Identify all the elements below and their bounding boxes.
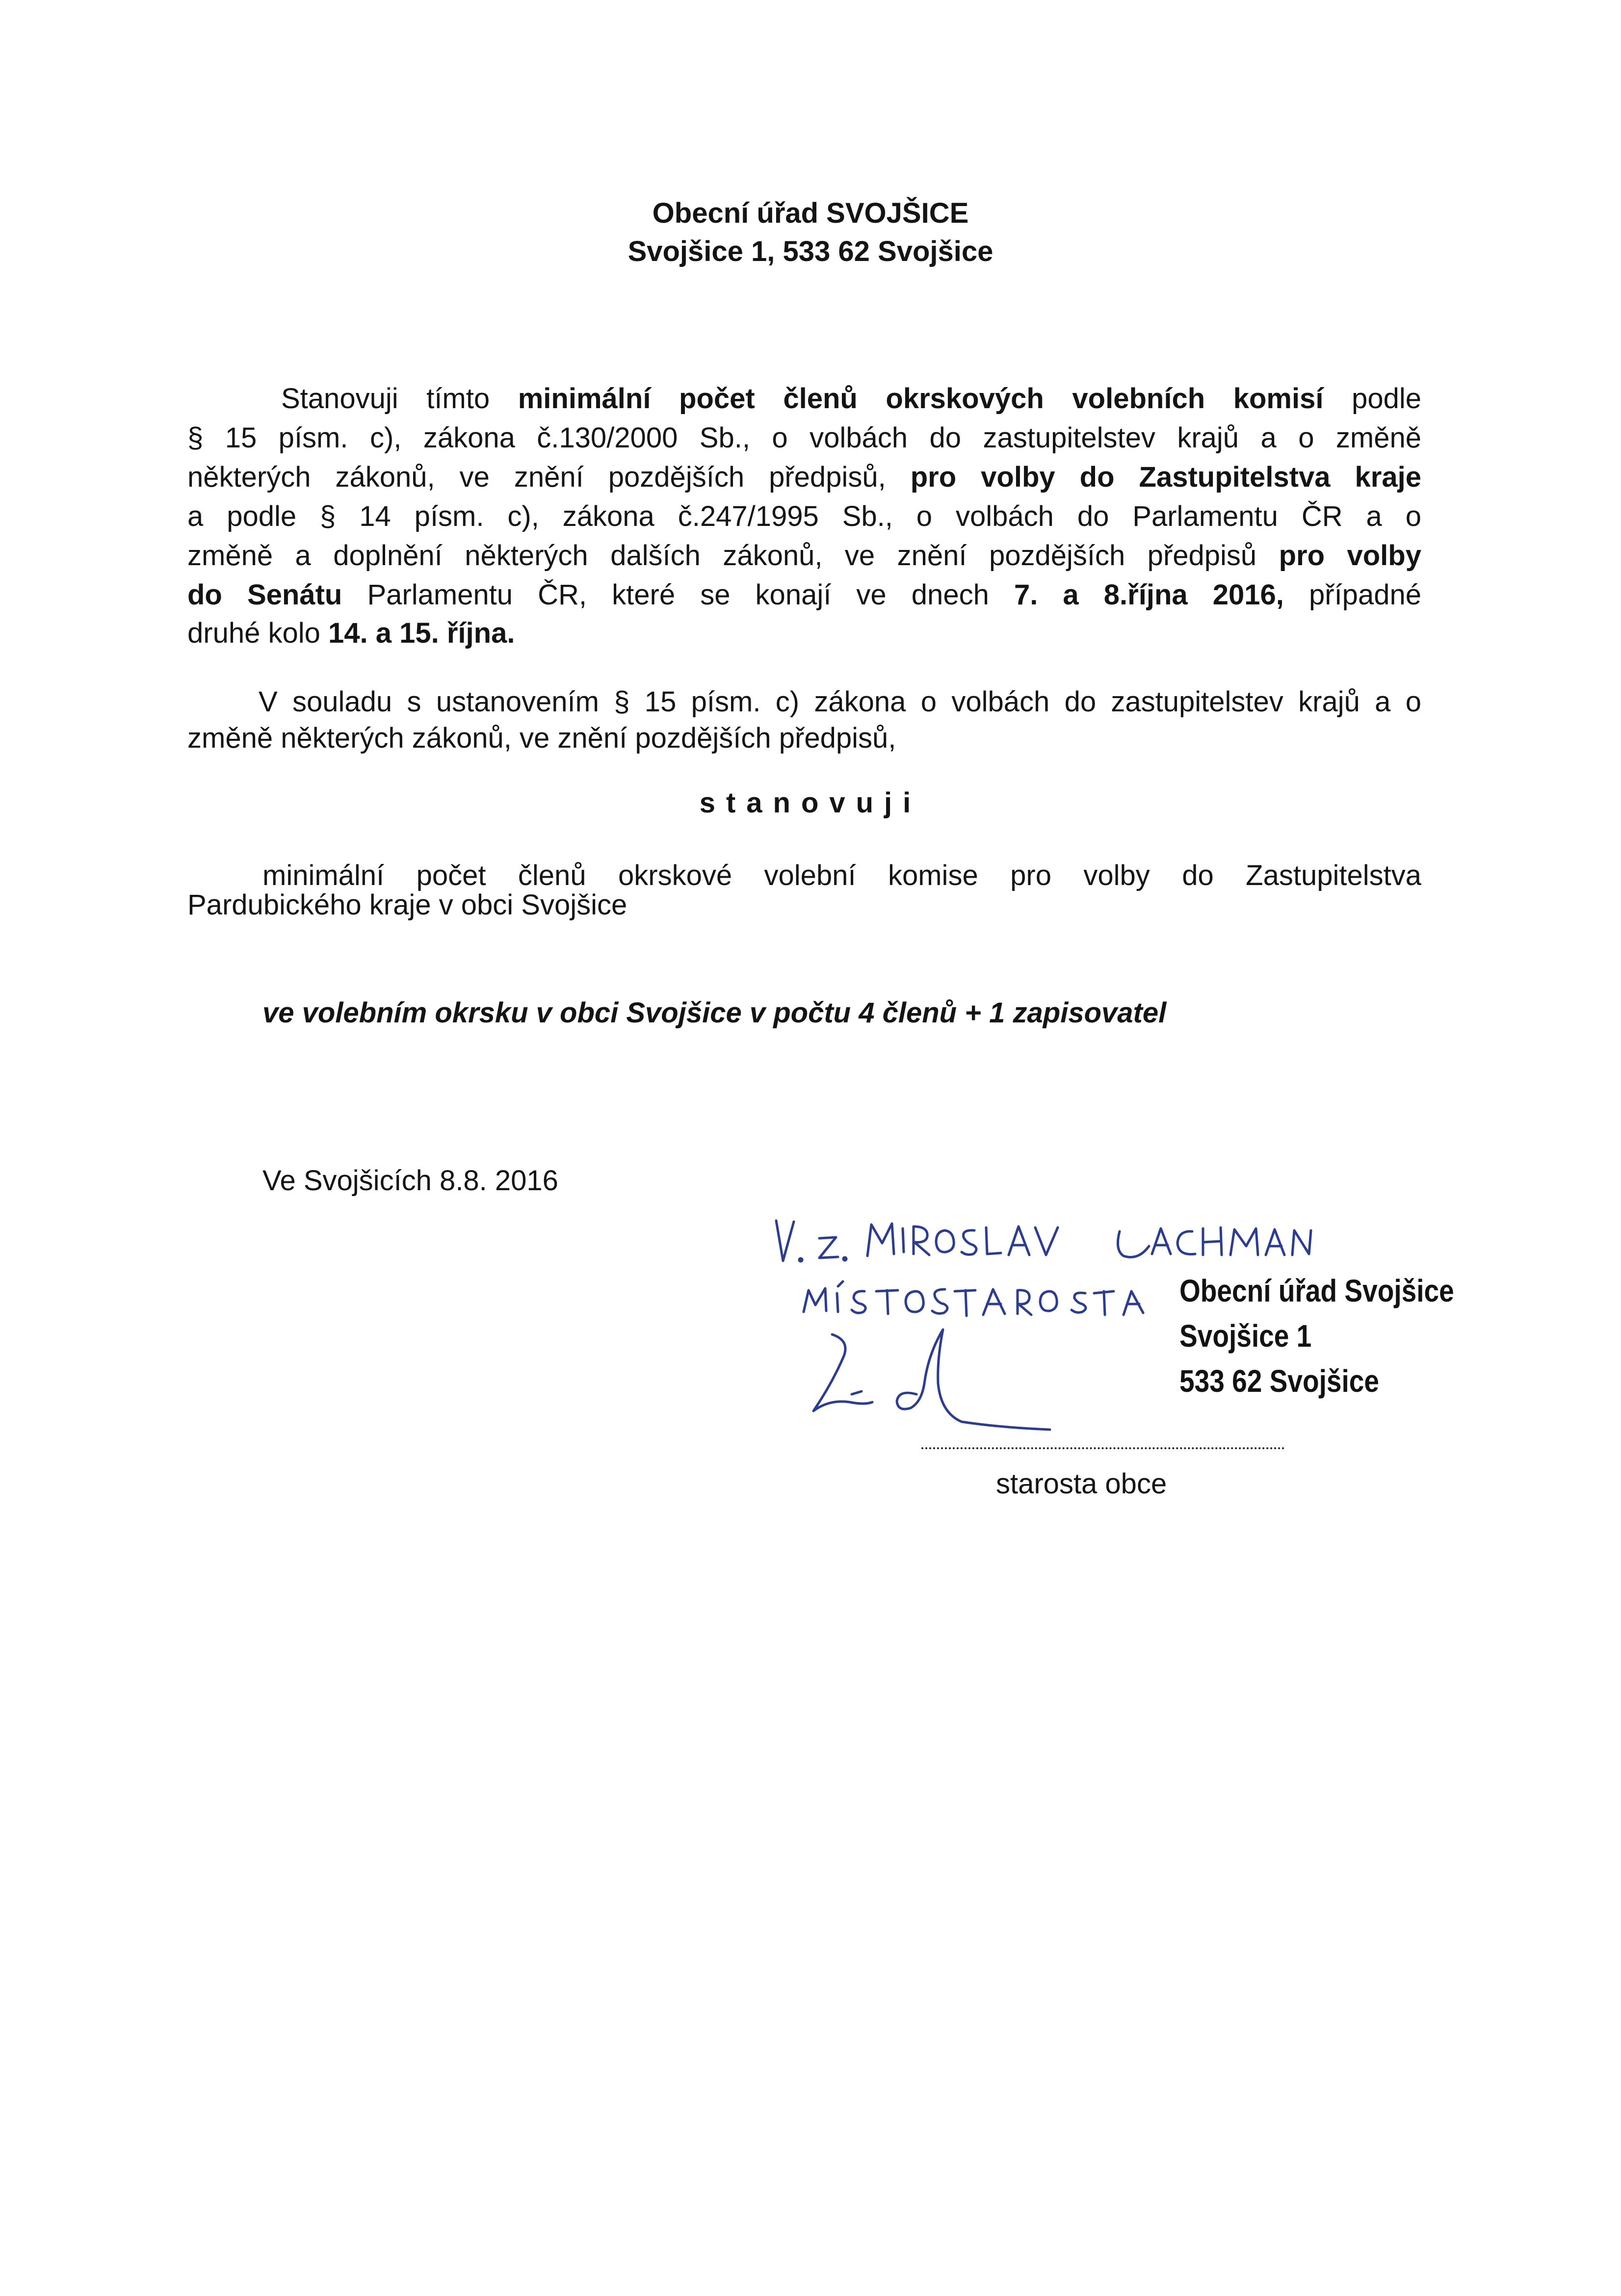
commission-count: ve volebním okrsku v obci Svojšice v počtu 4 členů + 1 zapisovatel <box>262 997 1167 1029</box>
para1-line2: § 15 písm. c), zákona č.130/2000 Sb., o volbách do zastupitelstev krajů a o změně <box>187 422 1421 454</box>
office-address: Svojšice 1, 533 62 Svojšice <box>627 235 994 267</box>
signature-line <box>921 1445 1284 1449</box>
place-date: Ve Svojšicích 8.8. 2016 <box>262 1165 558 1197</box>
para1-line1: Stanovuji tímto minimální počet členů okrskových volebních komisí podle <box>281 383 1421 415</box>
para3-line2: Pardubického kraje v obci Svojšice <box>187 889 627 921</box>
office-name: Obecní úřad SVOJŠICE <box>652 197 969 229</box>
para1-line5: změně a doplnění některých dalších zákonů, ve znění pozdějších předpisů pro volby <box>187 540 1421 572</box>
stamp-postcode: 533 62 Svojšice <box>1179 1363 1379 1399</box>
signature-role: starosta obce <box>996 1468 1167 1500</box>
para1-line4: a podle § 14 písm. c), zákona č.247/1995 Sb., o volbách do Parlamentu ČR a o <box>187 500 1421 532</box>
para2-line1: V souladu s ustanovením § 15 písm. c) zákona o volbách do zastupitelstev krajů a o <box>259 686 1421 718</box>
para1-line6: do Senátu Parlamentu ČR, které se konají ve dnech 7. a 8.října 2016, případné <box>187 579 1421 611</box>
stamp-address: Svojšice 1 <box>1179 1318 1312 1354</box>
para2-line2: změně některých zákonů, ve znění pozdějších předpisů, <box>187 722 896 754</box>
para1-line3: některých zákonů, ve znění pozdějších předpisů, pro volby do Zastupitelstva kraje <box>187 461 1421 493</box>
stamp-office: Obecní úřad Svojšice <box>1179 1273 1454 1308</box>
decision-title: stanovuji <box>699 787 922 819</box>
para3-line1: minimální počet členů okrskové volební komise pro volby do Zastupitelstva <box>262 860 1421 891</box>
para1-line7: druhé kolo 14. a 15. října. <box>187 617 515 649</box>
